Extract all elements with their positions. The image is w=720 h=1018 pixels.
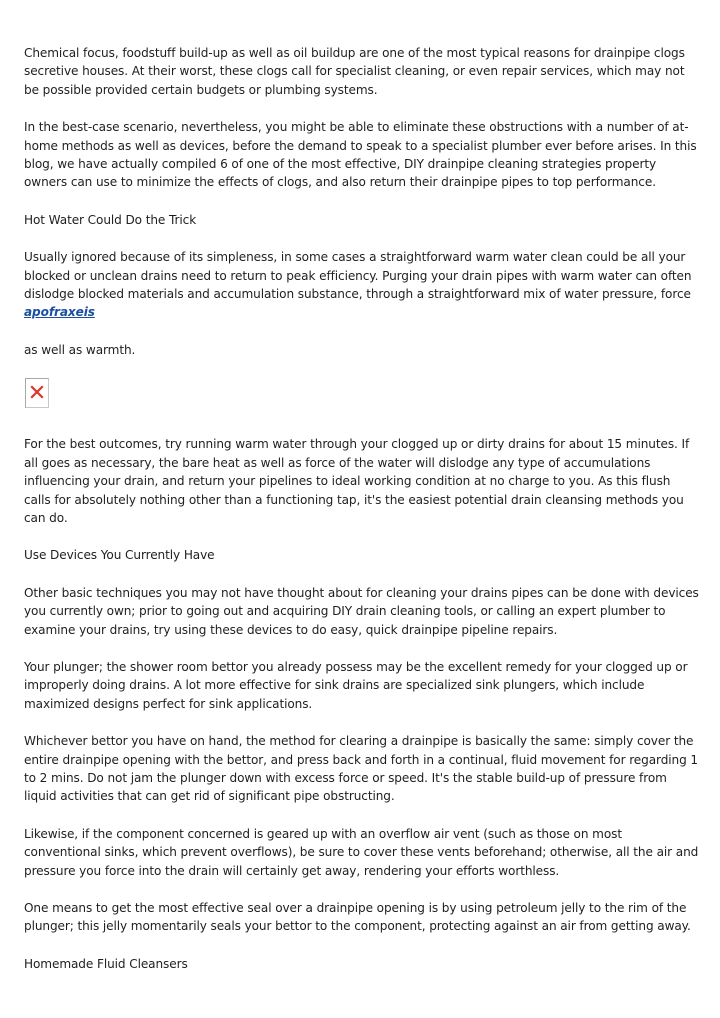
- paragraph-overflow-vent: Likewise, if the component concerned is geared up with an overflow air vent (such as those on most conventional sinks, which prevent overflows), be sure to cover these vents beforehand; otherwise, all the air and pressure you force into the drain will certainly get away, rendering your efforts worthless.: [24, 826, 699, 878]
- heading-homemade-cleansers: Homemade Fluid Cleansers: [24, 956, 188, 971]
- article-body: [24, 44, 700, 992]
- heading-use-devices: Use Devices You Currently Have: [24, 548, 215, 563]
- broken-image-icon: [25, 378, 49, 408]
- paragraph-plunger: Your plunger; the shower room bettor you already possess may be the excellent remedy for your clogged up or improperly doing drains. A lot more effective for sink drains are specialized sink plungers, which include maximized designs perfect for sink applications.: [24, 659, 688, 711]
- paragraph-whichever-bettor: Whichever bettor you have on hand, the method for clearing a drainpipe is basically the same: simply cover the entire drainpipe opening with the bettor, and press back and forth in a continual, fluid movement for regarding 1 to 2 mins. Do not jam the plunger down with excess force or speed. It's the stable build-up of pressure from liquid activities that can get rid of significant pipe obstructing.: [24, 734, 699, 804]
- paragraph-hot-water-text: Usually ignored because of its simpleness, in some cases a straightforward warm water clean could be all your blocked or unclean drains need to return to peak efficiency. Purging your drain pipes with warm water can often dislodge blocked materials and accumulation substance, through a straightforward mix of water pressure, force: [24, 250, 692, 302]
- paragraph-petroleum-jelly: One means to get the most effective seal over a drainpipe opening is by using petroleum jelly to the rim of the plunger; this jelly momentarily seals your bettor to the component, protecting against an air from getting away.: [24, 901, 691, 934]
- paragraph-hot-water: [24, 248, 700, 322]
- paragraph-basic-techniques: Other basic techniques you may not have thought about for cleaning your drains pipes can be done with devices you currently own; prior to going out and acquiring DIY drain cleaning tools, or calling an expert plumber to examine your drains, try using these devices to do easy, quick drainpipe pipeline repairs.: [24, 585, 699, 637]
- paragraph-best-outcomes: For the best outcomes, try running warm water through your clogged up or dirty drains for about 15 minutes. If all goes as necessary, the bare heat as well as force of the water will dislodge any type of accumulations influencing your drain, and return your pipelines to ideal working condition at no charge to you. As this flush calls for absolutely nothing other than a functioning tap, it's the easiest potential drain cleansing methods you can do.: [24, 437, 690, 525]
- paragraph-best-case: In the best-case scenario, nevertheless, you might be able to eliminate these obstructions with a number of at-home methods as well as devices, before the demand to speak to a specialist plumber ever before arises. In this blog, we have actually compiled 6 of one of the most effective, DIY drainpipe cleaning strategies property owners can use to minimize the effects of clogs, and also return their drainpipe pipes to top performance.: [24, 120, 697, 190]
- paragraph-warmth: as well as warmth.: [24, 342, 136, 357]
- paragraph-intro: Chemical focus, foodstuff build-up as well as oil buildup are one of the most typical reasons for drainpipe clogs secretive houses. At their worst, these clogs call for specialist cleaning, or even repair services, which may not be possible provided certain budgets or plumbing systems.: [24, 46, 685, 97]
- heading-hot-water: Hot Water Could Do the Trick: [24, 212, 197, 227]
- apofraxeis-link[interactable]: apofraxeis: [24, 305, 95, 320]
